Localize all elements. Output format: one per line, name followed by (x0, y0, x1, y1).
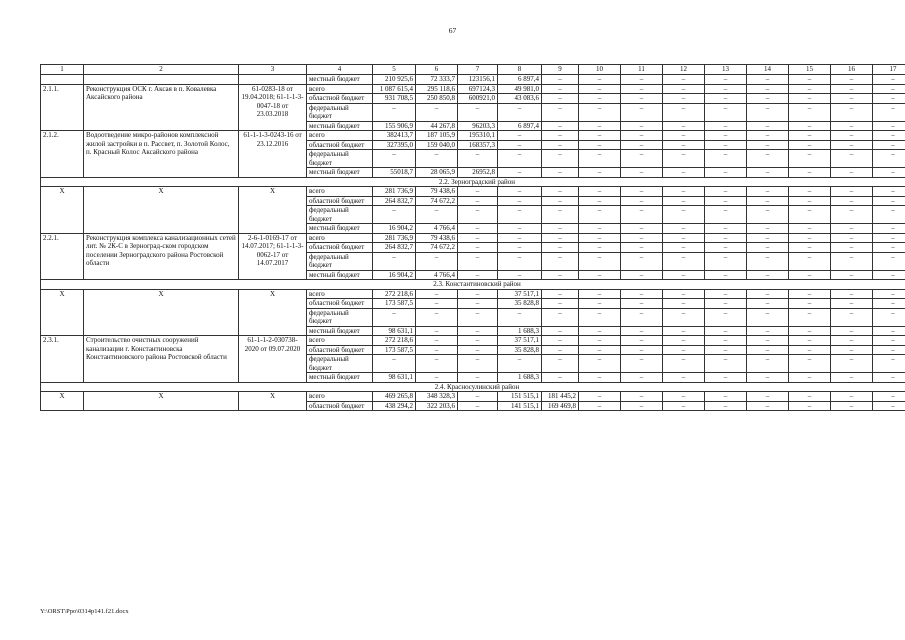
object-name: Реконструкция комплекса канализационных сетей лит. № 2К-С в Зерноград-ском городском поселении Зерноградского района Ростовской области (84, 233, 239, 280)
header-cell: 11 (621, 65, 663, 75)
budget-label: областной бюджет (307, 299, 373, 309)
budget-label: областной бюджет (307, 140, 373, 150)
table-row: Х Х Х всего 281 736,9 79 438,6 – – – – – – – – – – – (41, 187, 905, 197)
row-number: 2.1.2. (41, 131, 84, 178)
budget-label: местный бюджет (307, 224, 373, 234)
table-row: 2.2.1. Реконструкция комплекса канализационных сетей лит. № 2К-С в Зерноград-ском городском поселении Зерноградского района Ростовской области 2-6-1-0169-17 от 14.07.2017; 61-1-1-3-0062-17 от 14.07.2017 всего 281 736,9 79 438,6 – – – – – – – – – – – (41, 233, 905, 243)
table-row: местный бюджет 16 904,2 4 766,4 – – – – – – – – – – – (41, 224, 905, 234)
x-marker: Х (239, 289, 307, 336)
table-row: федеральный бюджет – – – – – – – – – – – – – (41, 355, 905, 373)
document-ref: 61-1-1-2-030738-2020 от 09.07.2020 (239, 336, 307, 383)
x-marker: Х (41, 289, 84, 336)
row-number: 2.2.1. (41, 233, 84, 280)
budget-label: областной бюджет (307, 401, 373, 411)
table-row: местный бюджет 98 631,1 – – 1 688,3 – – – – – – – – – (41, 326, 905, 336)
budget-label: всего (307, 336, 373, 346)
header-cell: 12 (663, 65, 705, 75)
page-number: 67 (448, 26, 457, 35)
table-row: 2.3.1. Строительство очистных сооружений канализации г. Константиновска Константиновского района Ростовской области 61-1-1-2-030738-2020 от 09.07.2020 всего 272 218,6 – – 37 517,1 – – – – – – – – – (41, 336, 905, 346)
budget-label: местный бюджет (307, 326, 373, 336)
budget-label: федеральный бюджет (307, 103, 373, 121)
header-cell: 15 (789, 65, 831, 75)
table-row: местный бюджет 210 925,6 72 333,7 123156,1 6 897,4 – – – – – – – – – (41, 75, 905, 85)
table-row: областной бюджет 264 832,7 74 672,2 – – – – – – – – – – – (41, 196, 905, 206)
section-row (41, 177, 905, 187)
table-row: Х Х Х всего 469 265,8 348 328,3 – 151 515,1 181 445,2 – – – – – – – – (41, 392, 905, 402)
budget-label: федеральный бюджет (307, 206, 373, 224)
document-ref: 2-6-1-0169-17 от 14.07.2017; 61-1-1-3-0062-17 от 14.07.2017 (239, 233, 307, 280)
budget-label: всего (307, 289, 373, 299)
table-row: местный бюджет 98 631,1 – – 1 688,3 – – – – – – – – – (41, 373, 905, 383)
header-cell: 16 (831, 65, 873, 75)
row-number: 2.3.1. (41, 336, 84, 383)
table-row: 2.1.1. Реконструкция ОСК г. Аксая в п. Ковалевка Аксайского района 61-0283-18 от 19.04.2018; 61-1-1-3-0047-18 от 23.03.2018 всего 1 087 615,4 295 118,6 697124,3 49 981,0 – – – – – – – – – (41, 84, 905, 94)
header-cell: 13 (705, 65, 747, 75)
document-ref: 61-1-1-3-0243-16 от 23.12.2016 (239, 131, 307, 178)
budget-label: местный бюджет (307, 270, 373, 280)
x-marker: Х (84, 187, 239, 234)
budget-label: федеральный бюджет (307, 252, 373, 270)
table-row: федеральный бюджет – – – – – – – – – – – – – (41, 206, 905, 224)
section-row (41, 382, 905, 392)
value-cell: 72 333,7 (416, 75, 458, 85)
document-ref: 61-0283-18 от 19.04.2018; 61-1-1-3-0047-18 от 23.03.2018 (239, 84, 307, 131)
x-marker: Х (41, 187, 84, 234)
x-marker: Х (239, 392, 307, 411)
budget-label: местный бюджет (307, 373, 373, 383)
object-name: Строительство очистных сооружений канализации г. Константиновска Константиновского района Ростовской области (84, 336, 239, 383)
budget-label: областной бюджет (307, 196, 373, 206)
table-row: федеральный бюджет – – – – – – – – – – – – – (41, 308, 905, 326)
budget-label: областной бюджет (307, 345, 373, 355)
budget-label: всего (307, 392, 373, 402)
x-marker: Х (84, 392, 239, 411)
budget-label: всего (307, 84, 373, 94)
x-marker: Х (41, 392, 84, 411)
header-cell: 2 (84, 65, 239, 75)
section-title: 2.2. Зерноградский район (41, 177, 905, 187)
header-cell: 4 (307, 65, 373, 75)
table-row: местный бюджет 16 904,2 4 766,4 – – – – – – – – – – – (41, 270, 905, 280)
header-cell: 3 (239, 65, 307, 75)
x-marker: Х (84, 289, 239, 336)
section-row (41, 280, 905, 290)
table-row: Х Х Х всего 272 218,6 – – 37 517,1 – – – – – – – – – (41, 289, 905, 299)
table-row: федеральный бюджет – – – – – – – – – – – – – (41, 103, 905, 121)
budget-label: всего (307, 233, 373, 243)
budget-label: местный бюджет (307, 75, 373, 85)
header-cell: 7 (458, 65, 498, 75)
table-row: местный бюджет 55018,7 28 065,9 26952,8 – – – – – – – – – – (41, 168, 905, 178)
header-cell: 6 (416, 65, 458, 75)
header-cell: 14 (747, 65, 789, 75)
object-name: Водоотведение микро-районов комплексной жилой застройки в п. Рассвет, п. Золотой Колос, п. Красный Колос Аксайского района (84, 131, 239, 178)
budget-table (40, 64, 905, 411)
table-row: областной бюджет 327395,0 159 040,0 168357,3 – – – – – – – – – – (41, 140, 905, 150)
table-row: федеральный бюджет – – – – – – – – – – – – – (41, 252, 905, 270)
budget-label: федеральный бюджет (307, 150, 373, 168)
header-cell: 5 (373, 65, 416, 75)
header-cell: 8 (498, 65, 542, 75)
header-cell: 9 (542, 65, 579, 75)
value-cell: 210 925,6 (373, 75, 416, 85)
table-row: областной бюджет 264 832,7 74 672,2 – – – – – – – – – – – (41, 243, 905, 253)
table-row: 2.1.2. Водоотведение микро-районов комплексной жилой застройки в п. Рассвет, п. Золотой Колос, п. Красный Колос Аксайского района 61-1-1-3-0243-16 от 23.12.2016 всего 382413,7 187 105,9 195310,1 – – – – – – – – – – (41, 131, 905, 141)
header-row (41, 65, 905, 75)
budget-label: местный бюджет (307, 121, 373, 131)
budget-label: областной бюджет (307, 94, 373, 104)
budget-label: федеральный бюджет (307, 355, 373, 373)
table-row: областной бюджет 438 294,2 322 203,6 – 141 515,1 169 469,8 – – – – – – – – (41, 401, 905, 411)
table-row: федеральный бюджет – – – – – – – – – – – – – (41, 150, 905, 168)
table-row: местный бюджет 155 906,9 44 267,8 96203,3 6 897,4 – – – – – – – – – (41, 121, 905, 131)
value-cell: 6 897,4 (498, 75, 542, 85)
table-row: областной бюджет 931 708,5 250 850,8 600921,0 43 083,6 – – – – – – – – – (41, 94, 905, 104)
header-cell: 17 (873, 65, 905, 75)
x-marker: Х (239, 187, 307, 234)
section-title: 2.3. Константиновский район (41, 280, 905, 290)
value-cell: 123156,1 (458, 75, 498, 85)
header-cell: 10 (579, 65, 621, 75)
row-number: 2.1.1. (41, 84, 84, 131)
object-name: Реконструкция ОСК г. Аксая в п. Ковалевка Аксайского района (84, 84, 239, 131)
budget-label: областной бюджет (307, 243, 373, 253)
table-row: областной бюджет 173 587,5 – – 35 828,8 – – – – – – – – – (41, 345, 905, 355)
header-cell: 1 (41, 65, 84, 75)
budget-label: всего (307, 131, 373, 141)
section-title: 2.4. Красносулинский район (41, 382, 905, 392)
table-row: областной бюджет 173 587,5 – – 35 828,8 – – – – – – – – – (41, 299, 905, 309)
budget-label: федеральный бюджет (307, 308, 373, 326)
budget-label: всего (307, 187, 373, 197)
document-path-footer: Y:\ORST\Ppo\0314p141.f21.docx (40, 608, 129, 615)
budget-label: местный бюджет (307, 168, 373, 178)
